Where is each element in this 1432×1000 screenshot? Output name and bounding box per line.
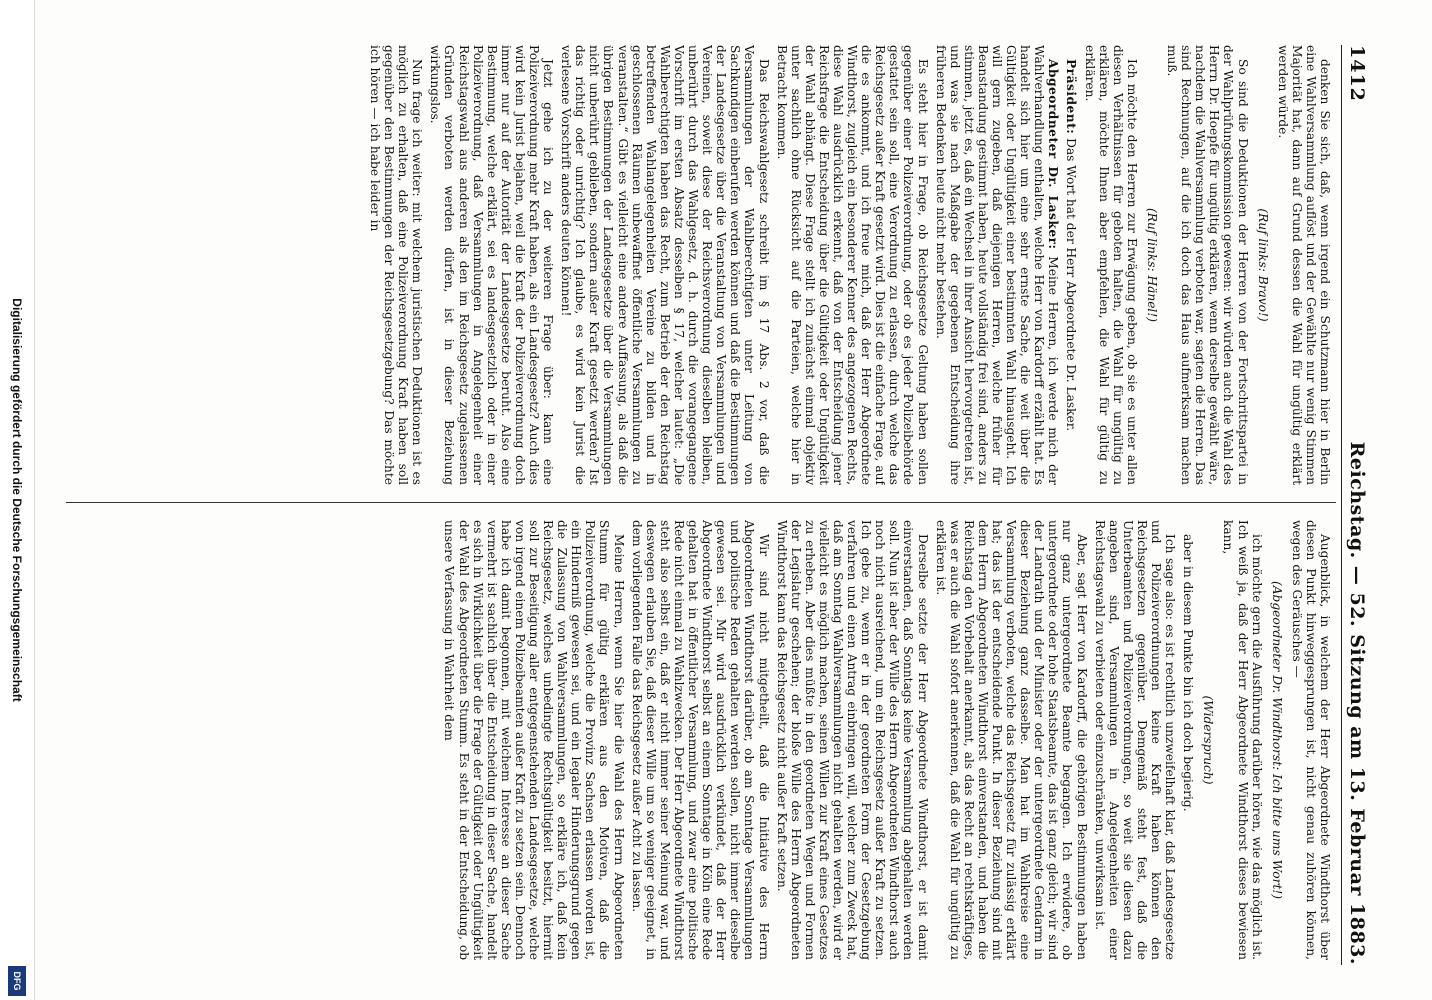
speaker-name: Abgeordneter Dr. Lasker: <box>1046 59 1061 250</box>
interjection: (Ruf links: Hänel!) <box>1144 208 1159 322</box>
running-title: Reichstag. — 52. Sitzung am 13. Februar 1883. <box>1346 441 1368 965</box>
interjection: (Ruf links: Bravo!) <box>1255 208 1270 322</box>
text-paragraph: Augenblick, in welchem der Herr Abgeordnete Windthorst über diesen Punkt hinweggesprungen ist, nicht genau zuhören können, wegen des Geräusches — <box>1289 520 1332 960</box>
text-paragraph: Es steht hier in Frage, ob Reichsgesetze Geltung haben sollen gegenüber einer Polizeiverordnung, oder ob es jeder Polizeibehörde gestattet sein soll, eine Verordnung zu erlassen, durch welche das Reichsgesetz außer Kraft gesetzt wird. Dies ist die einfache Frage, auf die es ankommt, und ich freue mich, daß der Herr Abgeordnete Windthorst, zugleich ein besonderer Kenner des angezogenen Rechts, diese Wahl ausdrücklich erkennt, daß von der Entscheidung jener Reichsfrage die Entscheidung über die Gültigkeit oder Ungültigkeit der Wahl abhängt. Diese Frage stellt ich zunächst einmal objektiv unter sachlich ohne Rücksicht auf die Parteien, welche hier in Betracht kommen. <box>774 45 930 485</box>
speech-paragraph <box>934 45 1061 485</box>
text-paragraph: Nun frage ich weiter: mit welchem juristischen Deduktionen ist es möglich zu erhalten, daß eine Polizeiverordnung Kraft haben soll gegenüber den Bestimmungen der Reichsgesetzgebung? Das möchte ich hören — ich habe leider in <box>368 45 425 485</box>
text-paragraph: Ich sage also: es ist rechtlich unzweifelhaft klar, daß Landesgesetze und Polizeiverordnungen keine Kraft haben können den Reichsgesetzen gegenüber. Demgemäß steht fest, daß die Unterbeamten und Polizeiverordnungen, so weit sie diesen dazu angeben sind, Versammlungen in Angelegenheiten einer Reichstagswahl zu verbieten oder einzuschränken, unwirksam ist. <box>1092 520 1178 960</box>
text-paragraph: ich möchte gern die Ausführung darüber hören, wie das möglich ist. Ich weiß ja, daß der Herr Abgeordnete Windthorst dieses bewiesen kann, <box>1221 520 1264 960</box>
dfg-logo-text: DFG <box>12 971 22 991</box>
text-paragraph: Meine Herren, wenn Sie hier die Wahl des Herrn Abgeordneten Stumm für gültig erklären aus den Motiven, daß die Polizeiverordnung, welche die Provinz Sachsen erlassen worden ist, ein Hinderniß gewesen sei, und ein legaler Hinderungsgrund gegen die Zulassung von Wahlversammlungen, so erkläre ich, daß kein Reichsgesetz, welches unbedingte Rechtsgültigkeit besitzt, hiermit soll zur Beseitigung aller entgegenstehenden Landesgesetze, welche von irgend einem Polizeibeamten außer Kraft zu setzen sein. Dennoch habe ich damit begonnen, mit welchem Interesse an dieser Sache vermehrt ist sachlich über die Entscheidung in dieser Sache, handelt es sich in Wirklichkeit über die Frage der Gültigkeit oder Ungültigkeit der Wahl des Abgeordneten Stumm. Es steht in der Entscheidung, ob unsere Verfassung in Wahrheit dem <box>442 520 626 960</box>
speech-text: Meine Herren, ich werde mich der Wahlverhandlung enthalten, welche Herr von Kardorff erzählt hat. Es handelt sich hier um eine sehr ernste Sache, die weit über die Gültigkeit oder Ungültigkeit einer bestimmten Wahl hinausgeht. Ich will gern zugeben, daß diejenigen Herren, welche früher für Beanstandung gestimmt haben, heute vollständig frei sind, anders zu stimmen, jetzt es, daß ein Wechsel in ihrer Ansicht hervorgetreten ist, und was sie nach Maßgabe der gegebenen Entscheidung ihre früheren Bedenken heute nicht mehr bestehen. <box>933 45 1061 485</box>
right-column <box>72 520 1332 960</box>
interjection: (Widerspruch) <box>1201 695 1216 785</box>
speaker-name: Präsident: <box>1064 59 1079 135</box>
text-paragraph: denken Sie sich, daß, wenn irgend ein Schutzmann hier in Berlin eine Wahlversammlung auflöst und der Gewählte nur wenig Stimmen Majorität hat, dann auf Grund dessen die Wahl für ungültig erklärt werden würde. <box>1275 45 1332 485</box>
interjection: (Abgeordneter Dr. Windthorst: Ich bitte ums Wort!) <box>1269 580 1284 899</box>
dfg-logo-icon <box>8 966 26 996</box>
digitization-note: Digitalisierung gefördert durch die Deutsche Forschungsgemeinschaft <box>10 298 24 702</box>
text-paragraph: Jetzt gehe ich zu der weiteren Frage über: kann eine Polizeiverordnung mehr Kraft haben, als ein Landesgesetz? Auch dies wird kein Jurist bejahen, weil die Kraft der Polizeiverordnung doch immer nur auf der Autorität der Landesgesetze beruht. Also eine Bestimmung, welche erklärt, sei es landesgesetzlich oder in einer Polizeiverordnung, daß Versammlungen in Angelegenheit einer Reichstagswahl aus anderen als den im Reichsgesetz zugelassenen Gründen verboten werden dürfen, ist in dieser Beziehung wirkungslos. <box>428 45 556 485</box>
text-paragraph: Ich möchte den Herren zur Erwägung geben, ob sie es unter allen diesen Verhältnissen für geboten halten, die Wahl für ungültig zu erklären, möchte Ihnen aber empfehlen, die Wahl für gültig zu erklären. <box>1082 45 1139 485</box>
text-paragraph: aber in diesem Punkte bin ich doch begierig. <box>1181 534 1196 812</box>
column-divider <box>66 502 1336 503</box>
text-paragraph: Das Reichswahlgesetz schreibt im § 17 Abs. 2 vor, daß die Versammlungen der Wahlberechtigten unter Leitung von Sachkundigen einberufen werden können und daß die Bestimmungen der Landesgesetze über die Veranstaltung von Versammlungen und Vereinen, soweit diese der Reichsverordnung dieselben bleiben, unberührt durch das Wahlgesetz, d. h. durch die vorangegangene Vorschrift im ersten Absatz desselben § 17, welcher lautet: „Die Wahlberechtigten haben das Recht, zum Betrieb der den Reichstag betreffenden Wahlangelegenheiten Vereine zu bilden und in geschlossenen Räumen unbewaffnet öffentliche Versammlungen zu veranstalten.“ Gibt es vielleicht eine andere Auffassung, als daß die übrigen Bestimmungen der Landesgesetze über die Versammlungen nicht unberührt geblieben, sondern außer Kraft gesetzt werden? Ist das richtig oder unrichtig? Ich glaube, es wird kein Jurist die verlesene Vorschrift anders deuten können! <box>559 45 771 485</box>
text-paragraph: Derselbe setzte der Herr Abgeordnete Windthorst, er ist damit einverstanden, daß Sonntags keine Versammlung abgehalten werden soll. Nun ist aber der Wille des Herrn Abgeordneten Windthorst auch noch nicht ausreichend, um ein Reichsgesetz außer Kraft zu setzen. Ich gebe zu, wenn er in der geordneten Form der Gesetzgebung verfahren und einen Antrag einbringen will, welcher zum Zweck hat, daß am Sonntag Wahlversammlungen nicht gehalten werden, wird er vielleicht es möglich machen, seinen Willen zur Kraft eines Gesetzes zu erheben. Aber dies müßte in den geordneten Wegen und Formen der Legislatur geschehen; der bloße Wille des Herrn Abgeordneten Windthorst kann das Reichsgesetz nicht außer Kraft setzen. <box>774 520 930 960</box>
text-paragraph: Wir sind nicht mitgetheilt, daß die Initiative des Herrn Abgeordneten Windthorst darüber, ob am Sonntage Versammlungen und politische Reden gehalten werden sollen, nicht immer dieselbe gewesen sei. Mir wird ausdrücklich verkündet, daß der Herr Abgeordnete Windthorst selbst an einem Sonntage in Köln eine Rede gehalten hat in öffentlicher Versammlung, und zwar eine politische Rede nicht einmal zu Wahlzwecken. Der Herr Abgeordnete Windthorst steht also selbst ein, daß er nicht immer seiner Meinung war, und deswegen erlauben Sie, daß dieser Wille um so weniger geeignet, in dem vorliegenden Falle das Reichsgesetz außer Acht zu lassen. <box>629 520 771 960</box>
speech-text: Das Wort hat der Herr Abgeordnete Dr. Lasker. <box>1064 138 1079 432</box>
text-paragraph: Aber, sagt Herr von Kardorff, die gehörigen Bestimmungen haben nur ganz untergeordnete Beamte begangen. Ich erwidere, ob untergeordnete oder hohe Staatsbeamte, das ist ganz gleich; wir sind der Landrath und der Minister oder der untergeordnete Gendarm in dieser Beziehung ganz dasselbe. Man hat im Wahlkreise eine Versammlung verboten, welche das Reichsgesetz für zulässig erklärt hat; das ist der entscheidende Punkt. In dieser Beziehung sind mit dem Herrn Abgeordneten Windthorst einverstanden, und haben die Reichstag den Vorbehalt anerkannt, als das Recht an rechtskräftiges, was er auch die Wahl sofort anerkennen, daß die Wahl für ungültig zu erklären ist. <box>933 520 1089 960</box>
speech-paragraph <box>1064 45 1078 485</box>
page-number: 1412 <box>1346 45 1368 102</box>
text-paragraph: So sind die Deduktionen der Herren von der Fortschrittspartei in der Wahlprüfungskommission gewesen: wir würden auch die Wahl des Herrn Dr. Hoepfe für ungültig erklären, wenn derselbe gewählt wäre, nachdem die Wahlversammlung verboten war, sagten die Herren. Das sind Rechnungen, auf die ich doch das Haus aufmerksam machen muß. <box>1165 45 1250 485</box>
digitization-footer <box>0 0 35 1000</box>
page-header <box>1341 45 1372 965</box>
left-column <box>72 45 1332 485</box>
